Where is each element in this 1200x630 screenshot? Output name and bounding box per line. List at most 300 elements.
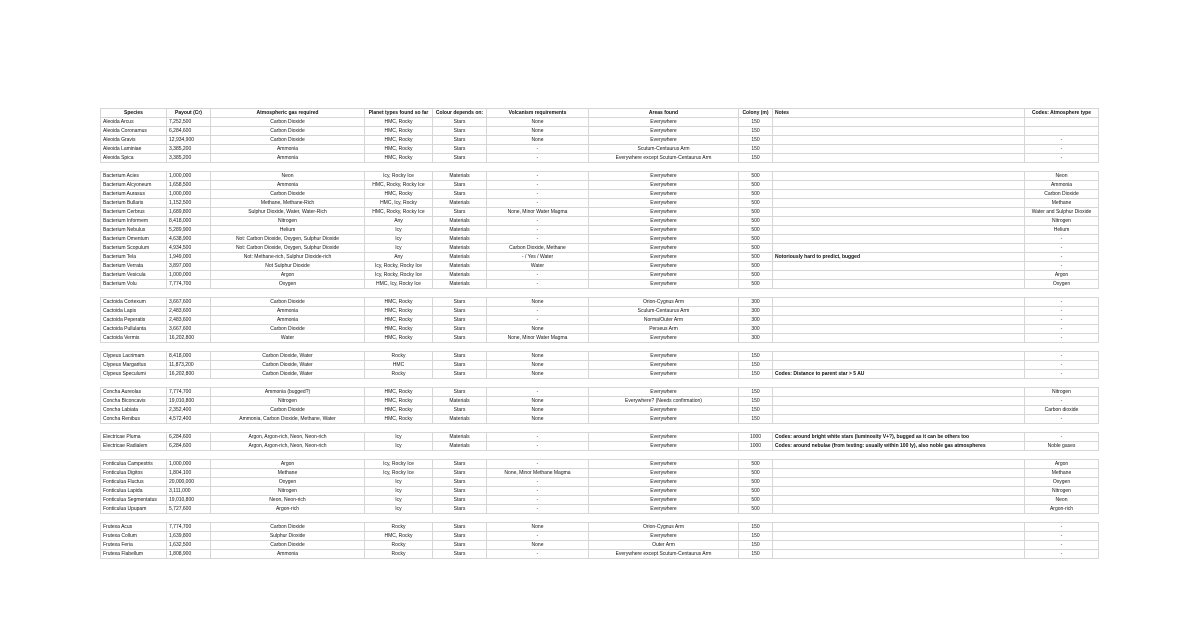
cell-areas-found: Everywhere <box>589 442 739 451</box>
cell-volcanism: Carbon Dioxide, Methane <box>487 244 589 253</box>
cell-atmospheric-gas: Ammonia <box>211 181 365 190</box>
cell-areas-found: Everywhere <box>589 199 739 208</box>
cell-species: Electricae Pluma <box>101 433 167 442</box>
cell-atmosphere-type <box>1025 127 1099 136</box>
table-row <box>101 487 1099 496</box>
table-row <box>101 253 1099 262</box>
cell-species: Frutexa Flabellum <box>101 550 167 559</box>
cell-payout: 1,000,000 <box>167 460 211 469</box>
cell-planet-types: HMC, Rocky <box>365 532 433 541</box>
cell-atmosphere-type: Ammonia <box>1025 181 1099 190</box>
empty-cell <box>739 379 773 388</box>
cell-atmospheric-gas: Sulphur Dioxide, Water, Water-Rich <box>211 208 365 217</box>
cell-atmospheric-gas: Ammonia <box>211 145 365 154</box>
cell-atmosphere-type: Nitrogen <box>1025 487 1099 496</box>
cell-atmosphere-type: - <box>1025 262 1099 271</box>
empty-cell <box>167 451 211 460</box>
table-row <box>101 433 1099 442</box>
cell-colour-depends: Materials <box>433 199 487 208</box>
empty-cell <box>589 451 739 460</box>
cell-volcanism: - <box>487 190 589 199</box>
empty-cell <box>589 163 739 172</box>
cell-areas-found: Sculum-Centaurus Arm <box>589 307 739 316</box>
cell-areas-found: Everywhere <box>589 118 739 127</box>
table-row <box>101 460 1099 469</box>
cell-volcanism: None <box>487 136 589 145</box>
cell-planet-types: Icy <box>365 505 433 514</box>
cell-species: Fonticulua Lapida <box>101 487 167 496</box>
cell-notes <box>773 262 1025 271</box>
cell-atmospheric-gas: Carbon Dioxide <box>211 127 365 136</box>
table-row <box>101 298 1099 307</box>
cell-atmospheric-gas: Argon, Argon-rich, Neon, Neon-rich <box>211 442 365 451</box>
cell-payout: 3,667,600 <box>167 298 211 307</box>
cell-notes <box>773 298 1025 307</box>
cell-planet-types: HMC, Rocky <box>365 127 433 136</box>
cell-volcanism: None, Minor Water Magma <box>487 334 589 343</box>
cell-notes <box>773 271 1025 280</box>
cell-planet-types: HMC, Icy, Rocky <box>365 199 433 208</box>
cell-colony-range: 300 <box>739 325 773 334</box>
empty-cell <box>167 343 211 352</box>
cell-planet-types: HMC, Rocky <box>365 136 433 145</box>
header-areas-found: Areas found <box>589 109 739 118</box>
cell-volcanism: - <box>487 154 589 163</box>
cell-payout: 16,202,800 <box>167 370 211 379</box>
cell-species: Bacterium Omentum <box>101 235 167 244</box>
cell-volcanism: None <box>487 118 589 127</box>
cell-areas-found: Everywhere <box>589 127 739 136</box>
cell-species: Cactoida Lapis <box>101 307 167 316</box>
cell-species: Bacterium Vesicula <box>101 271 167 280</box>
cell-volcanism: - <box>487 496 589 505</box>
empty-cell <box>739 424 773 433</box>
cell-atmosphere-type: Oxygen <box>1025 478 1099 487</box>
cell-colour-depends: Stars <box>433 154 487 163</box>
cell-areas-found: Everywhere <box>589 136 739 145</box>
cell-volcanism: None <box>487 406 589 415</box>
cell-notes <box>773 208 1025 217</box>
cell-volcanism: - <box>487 145 589 154</box>
cell-volcanism: - <box>487 271 589 280</box>
cell-volcanism: - <box>487 532 589 541</box>
cell-areas-found: Everywhere <box>589 217 739 226</box>
empty-cell <box>1025 424 1099 433</box>
cell-volcanism: - <box>487 307 589 316</box>
table-row <box>101 469 1099 478</box>
cell-payout: 5,727,600 <box>167 505 211 514</box>
empty-cell <box>211 163 365 172</box>
cell-atmospheric-gas: Ammonia <box>211 154 365 163</box>
cell-volcanism: None <box>487 298 589 307</box>
cell-atmosphere-type: Nitrogen <box>1025 217 1099 226</box>
cell-planet-types: HMC, Rocky, Rocky Ice <box>365 181 433 190</box>
cell-colour-depends: Materials <box>433 280 487 289</box>
cell-species: Aleoida Spica <box>101 154 167 163</box>
cell-atmosphere-type: - <box>1025 541 1099 550</box>
empty-cell <box>101 163 167 172</box>
empty-cell <box>365 163 433 172</box>
empty-cell <box>167 424 211 433</box>
table-row <box>101 550 1099 559</box>
cell-colour-depends: Stars <box>433 532 487 541</box>
spacer-row <box>101 514 1099 523</box>
cell-atmosphere-type: - <box>1025 433 1099 442</box>
table-row <box>101 154 1099 163</box>
empty-cell <box>589 343 739 352</box>
cell-colony-range: 500 <box>739 271 773 280</box>
cell-atmosphere-type: - <box>1025 550 1099 559</box>
cell-areas-found: Everywhere <box>589 433 739 442</box>
cell-colour-depends: Stars <box>433 334 487 343</box>
cell-atmospheric-gas: Carbon Dioxide <box>211 541 365 550</box>
cell-species: Cactoida Vermis <box>101 334 167 343</box>
cell-payout: 4,934,500 <box>167 244 211 253</box>
table-row <box>101 505 1099 514</box>
table-row <box>101 136 1099 145</box>
cell-colony-range: 150 <box>739 136 773 145</box>
cell-volcanism: None <box>487 541 589 550</box>
empty-cell <box>1025 343 1099 352</box>
cell-atmosphere-type: - <box>1025 532 1099 541</box>
cell-payout: 6,284,600 <box>167 127 211 136</box>
cell-atmosphere-type: - <box>1025 415 1099 424</box>
cell-planet-types: Icy, Rocky, Rocky Ice <box>365 271 433 280</box>
cell-payout: 19,010,800 <box>167 496 211 505</box>
cell-atmospheric-gas: Ammonia (bugged?) <box>211 388 365 397</box>
cell-planet-types: Rocky <box>365 523 433 532</box>
cell-planet-types: HMC, Rocky <box>365 190 433 199</box>
cell-planet-types: Icy <box>365 235 433 244</box>
empty-cell <box>365 343 433 352</box>
cell-payout: 19,010,800 <box>167 397 211 406</box>
empty-cell <box>167 514 211 523</box>
cell-planet-types: HMC, Rocky <box>365 415 433 424</box>
header-species: Species <box>101 109 167 118</box>
cell-areas-found: Everywhere <box>589 262 739 271</box>
cell-areas-found: Everywhere <box>589 235 739 244</box>
cell-colour-depends: Stars <box>433 127 487 136</box>
empty-cell <box>101 289 167 298</box>
cell-species: Frutexa Collum <box>101 532 167 541</box>
table-row <box>101 181 1099 190</box>
cell-atmosphere-type: Neon <box>1025 496 1099 505</box>
cell-areas-found: Everywhere <box>589 334 739 343</box>
cell-planet-types: Icy <box>365 433 433 442</box>
cell-colony-range: 300 <box>739 307 773 316</box>
table-row <box>101 118 1099 127</box>
cell-notes <box>773 136 1025 145</box>
cell-atmospheric-gas: Ammonia <box>211 307 365 316</box>
cell-colony-range: 150 <box>739 352 773 361</box>
cell-colony-range: 300 <box>739 316 773 325</box>
cell-colony-range: 500 <box>739 478 773 487</box>
cell-volcanism: - <box>487 172 589 181</box>
cell-colour-depends: Materials <box>433 397 487 406</box>
cell-colony-range: 500 <box>739 253 773 262</box>
empty-cell <box>773 343 1025 352</box>
empty-cell <box>1025 289 1099 298</box>
cell-atmospheric-gas: Carbon Dioxide, Water <box>211 370 365 379</box>
empty-cell <box>211 424 365 433</box>
cell-species: Aleoida Gravis <box>101 136 167 145</box>
table-row <box>101 244 1099 253</box>
table-row <box>101 352 1099 361</box>
cell-payout: 2,352,400 <box>167 406 211 415</box>
cell-colour-depends: Stars <box>433 325 487 334</box>
cell-atmosphere-type: Nitrogen <box>1025 388 1099 397</box>
spacer-row <box>101 343 1099 352</box>
cell-species: Clypeus Margaritus <box>101 361 167 370</box>
cell-planet-types: Rocky <box>365 541 433 550</box>
empty-cell <box>739 343 773 352</box>
cell-notes <box>773 244 1025 253</box>
cell-species: Bacterium Informem <box>101 217 167 226</box>
empty-cell <box>365 424 433 433</box>
empty-cell <box>433 424 487 433</box>
cell-volcanism: - <box>487 181 589 190</box>
empty-cell <box>167 289 211 298</box>
cell-colony-range: 150 <box>739 550 773 559</box>
cell-payout: 8,418,000 <box>167 352 211 361</box>
cell-areas-found: Everywhere <box>589 370 739 379</box>
cell-species: Bacterium Bullaris <box>101 199 167 208</box>
cell-payout: 1,000,000 <box>167 172 211 181</box>
table-row <box>101 127 1099 136</box>
cell-species: Fonticulua Upupam <box>101 505 167 514</box>
empty-cell <box>773 424 1025 433</box>
cell-payout: 12,934,900 <box>167 136 211 145</box>
cell-areas-found: Everywhere <box>589 208 739 217</box>
cell-areas-found: Outer Arm <box>589 541 739 550</box>
cell-colour-depends: Stars <box>433 487 487 496</box>
cell-areas-found: Everywhere <box>589 352 739 361</box>
cell-notes <box>773 406 1025 415</box>
cell-colour-depends: Materials <box>433 433 487 442</box>
cell-atmospheric-gas: Carbon Dioxide <box>211 523 365 532</box>
cell-areas-found: Everywhere <box>589 406 739 415</box>
cell-planet-types: HMC, Rocky <box>365 325 433 334</box>
empty-cell <box>365 451 433 460</box>
empty-cell <box>739 163 773 172</box>
cell-atmosphere-type: - <box>1025 145 1099 154</box>
cell-colony-range: 150 <box>739 406 773 415</box>
cell-colony-range: 500 <box>739 469 773 478</box>
empty-cell <box>101 424 167 433</box>
cell-planet-types: Icy, Rocky Ice <box>365 460 433 469</box>
cell-planet-types: HMC <box>365 361 433 370</box>
cell-notes <box>773 361 1025 370</box>
cell-atmospheric-gas: Argon <box>211 271 365 280</box>
cell-payout: 7,774,700 <box>167 523 211 532</box>
cell-notes: Codes: around nebulae (from testing: usually within 100 ly), also noble gas atmospheres <box>773 442 1025 451</box>
cell-atmosphere-type: Neon <box>1025 172 1099 181</box>
cell-volcanism: - <box>487 550 589 559</box>
cell-colony-range: 500 <box>739 235 773 244</box>
cell-atmosphere-type: Helium <box>1025 226 1099 235</box>
empty-cell <box>739 289 773 298</box>
empty-cell <box>1025 163 1099 172</box>
cell-notes <box>773 505 1025 514</box>
cell-colour-depends: Stars <box>433 505 487 514</box>
empty-cell <box>101 514 167 523</box>
empty-cell <box>433 289 487 298</box>
empty-cell <box>433 514 487 523</box>
cell-notes <box>773 217 1025 226</box>
table-row <box>101 190 1099 199</box>
cell-payout: 3,667,600 <box>167 325 211 334</box>
header-planet-types: Planet types found so far <box>365 109 433 118</box>
cell-atmosphere-type: Argon-rich <box>1025 505 1099 514</box>
cell-atmospheric-gas: Oxygen <box>211 478 365 487</box>
cell-colour-depends: Stars <box>433 541 487 550</box>
table-row <box>101 496 1099 505</box>
cell-atmosphere-type: Methane <box>1025 199 1099 208</box>
cell-species: Concha Aureolas <box>101 388 167 397</box>
cell-colony-range: 150 <box>739 370 773 379</box>
table-row <box>101 325 1099 334</box>
cell-colony-range: 500 <box>739 199 773 208</box>
spacer-row <box>101 163 1099 172</box>
species-table <box>100 108 1099 559</box>
table-row <box>101 406 1099 415</box>
cell-payout: 1,000,000 <box>167 271 211 280</box>
cell-payout: 1,804,100 <box>167 469 211 478</box>
cell-atmospheric-gas: Carbon Dioxide <box>211 325 365 334</box>
cell-atmosphere-type: - <box>1025 523 1099 532</box>
cell-atmosphere-type: Argon <box>1025 271 1099 280</box>
cell-areas-found: Everywhere? (Needs confirmation) <box>589 397 739 406</box>
cell-payout: 2,483,600 <box>167 316 211 325</box>
cell-colony-range: 150 <box>739 361 773 370</box>
cell-notes <box>773 460 1025 469</box>
cell-colour-depends: Stars <box>433 370 487 379</box>
cell-planet-types: HMC, Rocky, Rocky Ice <box>365 208 433 217</box>
cell-volcanism: Water <box>487 262 589 271</box>
table-body <box>101 118 1099 559</box>
cell-areas-found: Orion-Cygnus Arm <box>589 298 739 307</box>
table-row <box>101 208 1099 217</box>
cell-atmospheric-gas: Not: Carbon Dioxide, Oxygen, Sulphur Dioxide <box>211 235 365 244</box>
cell-volcanism: - <box>487 316 589 325</box>
empty-cell <box>589 379 739 388</box>
cell-planet-types: Icy <box>365 478 433 487</box>
cell-notes <box>773 316 1025 325</box>
cell-colony-range: 1000 <box>739 442 773 451</box>
cell-notes <box>773 190 1025 199</box>
cell-volcanism: - <box>487 442 589 451</box>
cell-species: Concha Biconcavis <box>101 397 167 406</box>
table-row <box>101 532 1099 541</box>
cell-species: Fonticulua Digitos <box>101 469 167 478</box>
table-row <box>101 226 1099 235</box>
spacer-row <box>101 289 1099 298</box>
empty-cell <box>101 451 167 460</box>
cell-species: Aleoida Arcus <box>101 118 167 127</box>
cell-volcanism: None, Minor Water Magma <box>487 208 589 217</box>
cell-areas-found: Perseus Arm <box>589 325 739 334</box>
cell-areas-found: Everywhere <box>589 496 739 505</box>
cell-areas-found: Everywhere <box>589 271 739 280</box>
empty-cell <box>167 379 211 388</box>
cell-species: Cactoida Cortexum <box>101 298 167 307</box>
cell-volcanism: - <box>487 217 589 226</box>
cell-colour-depends: Materials <box>433 217 487 226</box>
header-row <box>101 109 1099 118</box>
cell-colour-depends: Stars <box>433 469 487 478</box>
empty-cell <box>433 343 487 352</box>
empty-cell <box>433 163 487 172</box>
cell-colony-range: 500 <box>739 172 773 181</box>
cell-colony-range: 300 <box>739 298 773 307</box>
cell-atmosphere-type: Noble gases <box>1025 442 1099 451</box>
cell-payout: 1,808,900 <box>167 550 211 559</box>
cell-payout: 5,289,900 <box>167 226 211 235</box>
cell-colony-range: 500 <box>739 226 773 235</box>
cell-species: Frutexa Feria <box>101 541 167 550</box>
cell-volcanism: None <box>487 523 589 532</box>
cell-atmospheric-gas: Carbon Dioxide <box>211 118 365 127</box>
cell-volcanism: None <box>487 127 589 136</box>
cell-notes <box>773 550 1025 559</box>
cell-atmosphere-type: - <box>1025 361 1099 370</box>
cell-colour-depends: Materials <box>433 244 487 253</box>
cell-colour-depends: Stars <box>433 316 487 325</box>
cell-planet-types: Rocky <box>365 550 433 559</box>
header-volcanism: Volcanism requirements <box>487 109 589 118</box>
cell-planet-types: HMC, Rocky <box>365 298 433 307</box>
cell-colony-range: 150 <box>739 154 773 163</box>
empty-cell <box>773 163 1025 172</box>
cell-volcanism: - / Yes / Water <box>487 253 589 262</box>
cell-colour-depends: Stars <box>433 190 487 199</box>
cell-volcanism: - <box>487 235 589 244</box>
cell-atmosphere-type: - <box>1025 136 1099 145</box>
table-row <box>101 145 1099 154</box>
cell-planet-types: HMC, Rocky <box>365 388 433 397</box>
cell-atmospheric-gas: Helium <box>211 226 365 235</box>
cell-species: Frutexa Acus <box>101 523 167 532</box>
cell-species: Bacterium Tela <box>101 253 167 262</box>
cell-colony-range: 150 <box>739 523 773 532</box>
cell-volcanism: - <box>487 487 589 496</box>
cell-colour-depends: Stars <box>433 523 487 532</box>
cell-planet-types: Any <box>365 253 433 262</box>
table-row <box>101 397 1099 406</box>
empty-cell <box>365 514 433 523</box>
cell-atmospheric-gas: Methane, Methane-Rich <box>211 199 365 208</box>
cell-planet-types: HMC, Rocky <box>365 316 433 325</box>
cell-payout: 20,000,000 <box>167 478 211 487</box>
spacer-row <box>101 424 1099 433</box>
empty-cell <box>487 424 589 433</box>
cell-payout: 3,385,200 <box>167 154 211 163</box>
cell-atmosphere-type: Methane <box>1025 469 1099 478</box>
empty-cell <box>589 424 739 433</box>
cell-planet-types: HMC, Rocky <box>365 145 433 154</box>
empty-cell <box>1025 514 1099 523</box>
table-row <box>101 307 1099 316</box>
cell-atmosphere-type: - <box>1025 307 1099 316</box>
table-row <box>101 316 1099 325</box>
cell-atmospheric-gas: Carbon Dioxide <box>211 190 365 199</box>
cell-atmospheric-gas: Nitrogen <box>211 217 365 226</box>
cell-areas-found: Everywhere <box>589 505 739 514</box>
cell-notes <box>773 496 1025 505</box>
cell-colour-depends: Stars <box>433 118 487 127</box>
cell-colour-depends: Stars <box>433 361 487 370</box>
cell-species: Clypeus Speculumi <box>101 370 167 379</box>
